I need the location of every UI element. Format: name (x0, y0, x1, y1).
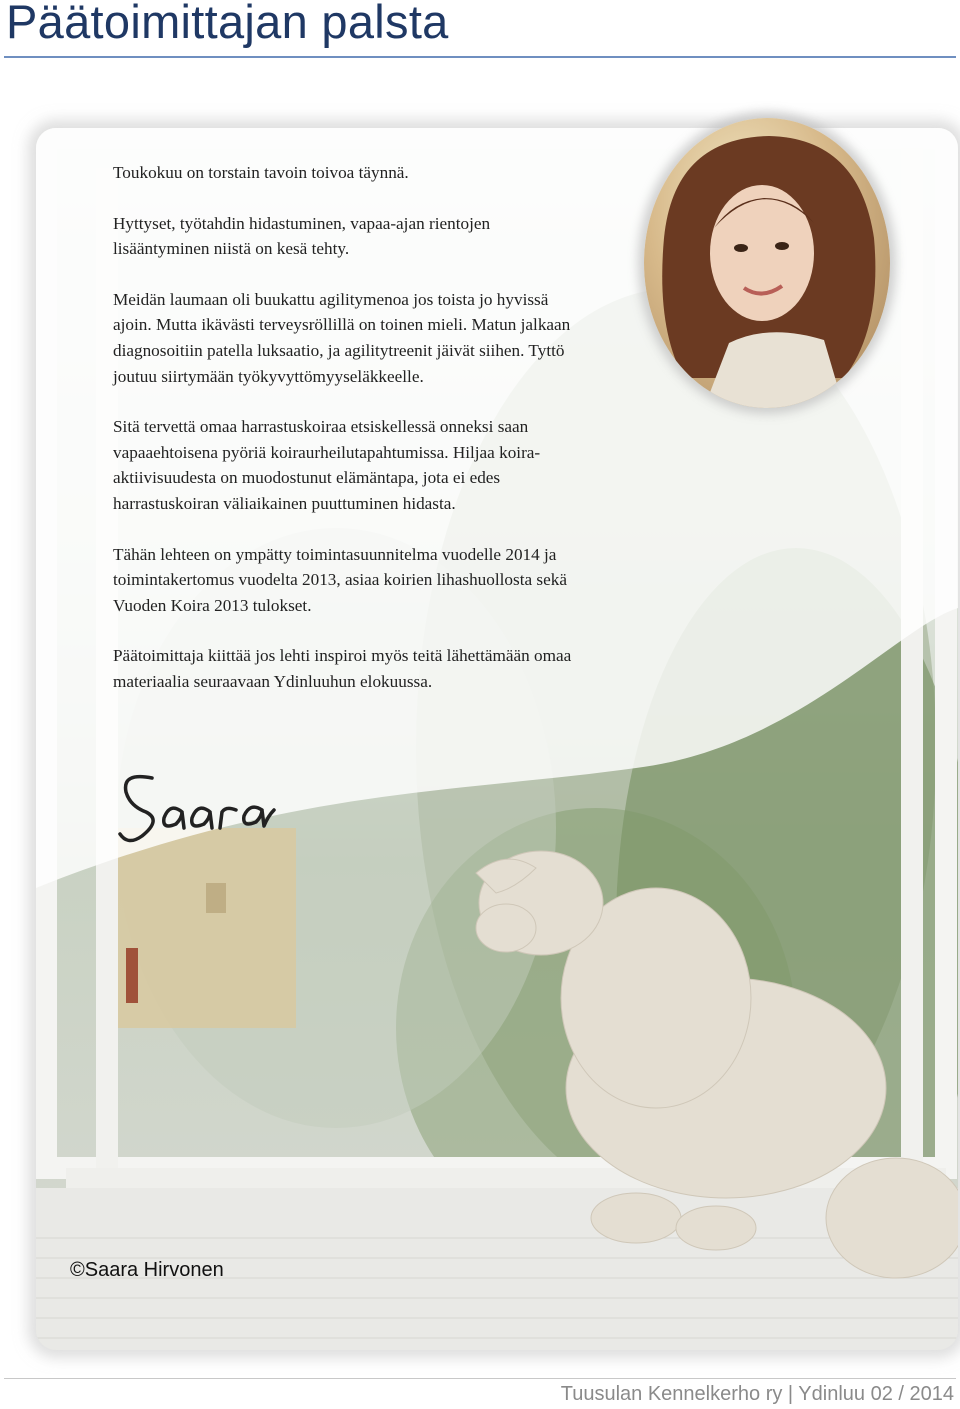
paragraph: Sitä tervettä omaa harrastuskoiraa etsiskellessä onneksi saan vapaaehtoisena pyöriä koiraurheilutapahtumissa. Hiljaa koira-aktiivisuudesta on muodostunut elämäntapa, jota ei edes harrastuskoiran väliaikainen puuttuminen hidasta. (113, 417, 541, 513)
handwritten-signature (112, 766, 282, 856)
paragraph: Päätoimittaja kiittää jos lehti inspiroi myös teitä lähettämään omaa materiaalia seuraavaan Ydinluuhun elokuussa. (113, 646, 572, 691)
footer-publication: Tuusulan Kennelkerho ry | Ydinluu 02 / 2014 (560, 1383, 954, 1405)
title-divider (4, 56, 956, 58)
footer-divider (4, 1378, 956, 1379)
editor-portrait (644, 118, 890, 408)
paragraph: Hyttyset, työtahdin hidastuminen, vapaa-ajan rientojen lisääntyminen niistä on kesä tehty. (113, 213, 491, 259)
paragraph: Meidän laumaan oli buukattu agilitymenoa jos toista jo hyvissä ajoin. Mutta ikävästi terveysröllillä on toinen mieli. Matun jalkaan diagnosoitiin patella luksaatio, ja agilitytreenit jäivät siihen. Tyttö joutuu siirtymään työkyvyttömyyseläkkeelle. (113, 289, 571, 386)
paragraph: Toukokuu on torstain tavoin toivoa täynnä. (113, 163, 409, 182)
editorial-text (113, 160, 583, 720)
page-title: Päätoimittajan palsta (6, 0, 449, 48)
paragraph: Tähän lehteen on ympätty toimintasuunnitelma vuodelle 2014 ja toimintakertomus vuodelta 2013, asiaa koirien lihashuollosta sekä Vuoden Koira 2013 tulokset. (113, 544, 567, 615)
photo-credit: ©Saara Hirvonen (70, 1259, 224, 1281)
